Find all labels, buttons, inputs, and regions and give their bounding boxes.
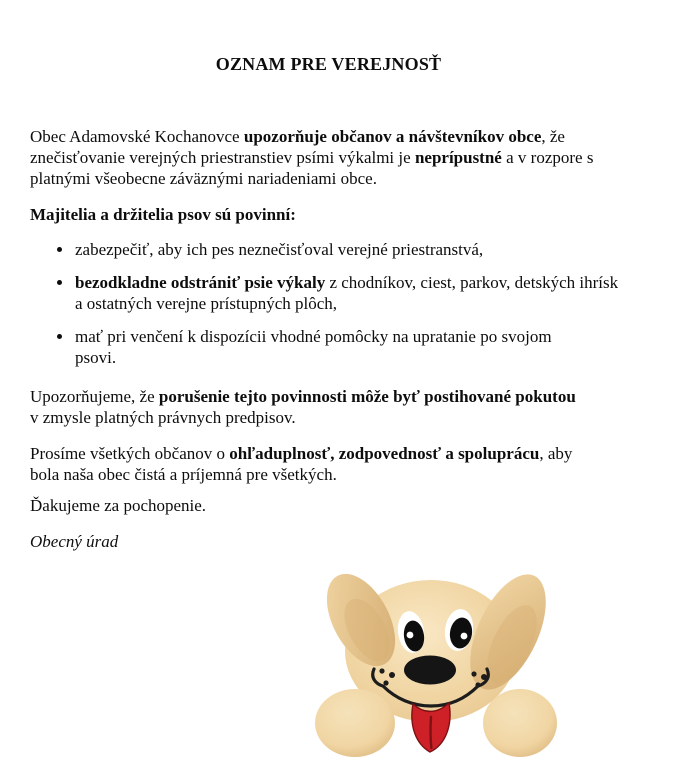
bullet-text <box>75 239 483 260</box>
dog-whisker-dot <box>471 671 476 676</box>
dog-left-eye-highlight <box>407 632 414 639</box>
appeal-paragraph <box>30 443 602 485</box>
dog-clipart-figure <box>312 568 558 760</box>
bullet-list <box>30 239 627 368</box>
duties-heading: Majitelia a držitelia psov sú povinní: <box>30 205 296 224</box>
thanks-paragraph: Ďakujeme za pochopenie. <box>30 496 207 515</box>
dog-right-eye-highlight <box>461 633 468 640</box>
bullet-dot <box>57 247 62 252</box>
page-title: OZNAM PRE VEREJNOSŤ <box>215 54 442 74</box>
intro-paragraph <box>30 126 605 189</box>
signature-line: Obecný úrad <box>30 532 119 551</box>
text-segment: Upozorňujeme, že <box>30 387 159 406</box>
text-segment: Obec Adamovské Kochanovce <box>30 127 244 146</box>
bullet-text <box>75 326 595 368</box>
bullet-item-2 <box>30 272 627 314</box>
bold-segment: ohľaduplnosť, zodpovednosť a spoluprácu <box>229 444 540 463</box>
bullet-dot <box>57 334 62 339</box>
warning-paragraph <box>30 386 580 428</box>
bullet-item-1 <box>30 239 627 260</box>
text-segment: mať pri venčení k dispozícii vhodné pomôcky na upratanie po svojom psovi. <box>75 327 552 367</box>
text-segment: z chodníkov, ciest, parkov, detských ihrísk a ostatných verejne prístupných plôch, <box>75 273 619 313</box>
text-segment: v zmysle platných právnych predpisov. <box>30 408 296 427</box>
text-segment: Prosíme všetkých občanov o <box>30 444 230 463</box>
text-segment: a v rozpore s platnými všeobecne záväznými nariadeniami obce. <box>30 148 594 188</box>
bullet-dot <box>57 280 62 285</box>
bold-segment: bezodkladne odstrániť psie výkaly <box>75 273 326 292</box>
dog-right-paw <box>483 689 557 757</box>
text-segment: zabezpečiť, aby ich pes neznečisťoval verejné priestranstvá, <box>75 240 484 259</box>
dog-tongue-crease <box>431 717 432 748</box>
dog-whisker-dot <box>379 668 384 673</box>
bullet-item-3 <box>30 326 627 368</box>
bold-segment: upozorňuje občanov a návštevníkov obce <box>243 127 542 146</box>
dog-whisker-dot <box>383 680 388 685</box>
dog-whisker-dot <box>389 672 395 678</box>
bold-segment: porušenie tejto povinnosti môže byť postihované pokutou <box>158 387 576 406</box>
bold-segment: neprípustné <box>414 148 502 167</box>
dog-nose <box>404 656 456 685</box>
dog-left-paw <box>315 689 395 757</box>
bullet-text <box>75 272 627 314</box>
dog-image <box>312 568 558 760</box>
text-segment: , že znečisťovanie verejných priestranstiev psími výkalmi je <box>30 127 565 167</box>
text-segment: , aby bola naša obec čistá a príjemná pre všetkých. <box>30 444 573 484</box>
